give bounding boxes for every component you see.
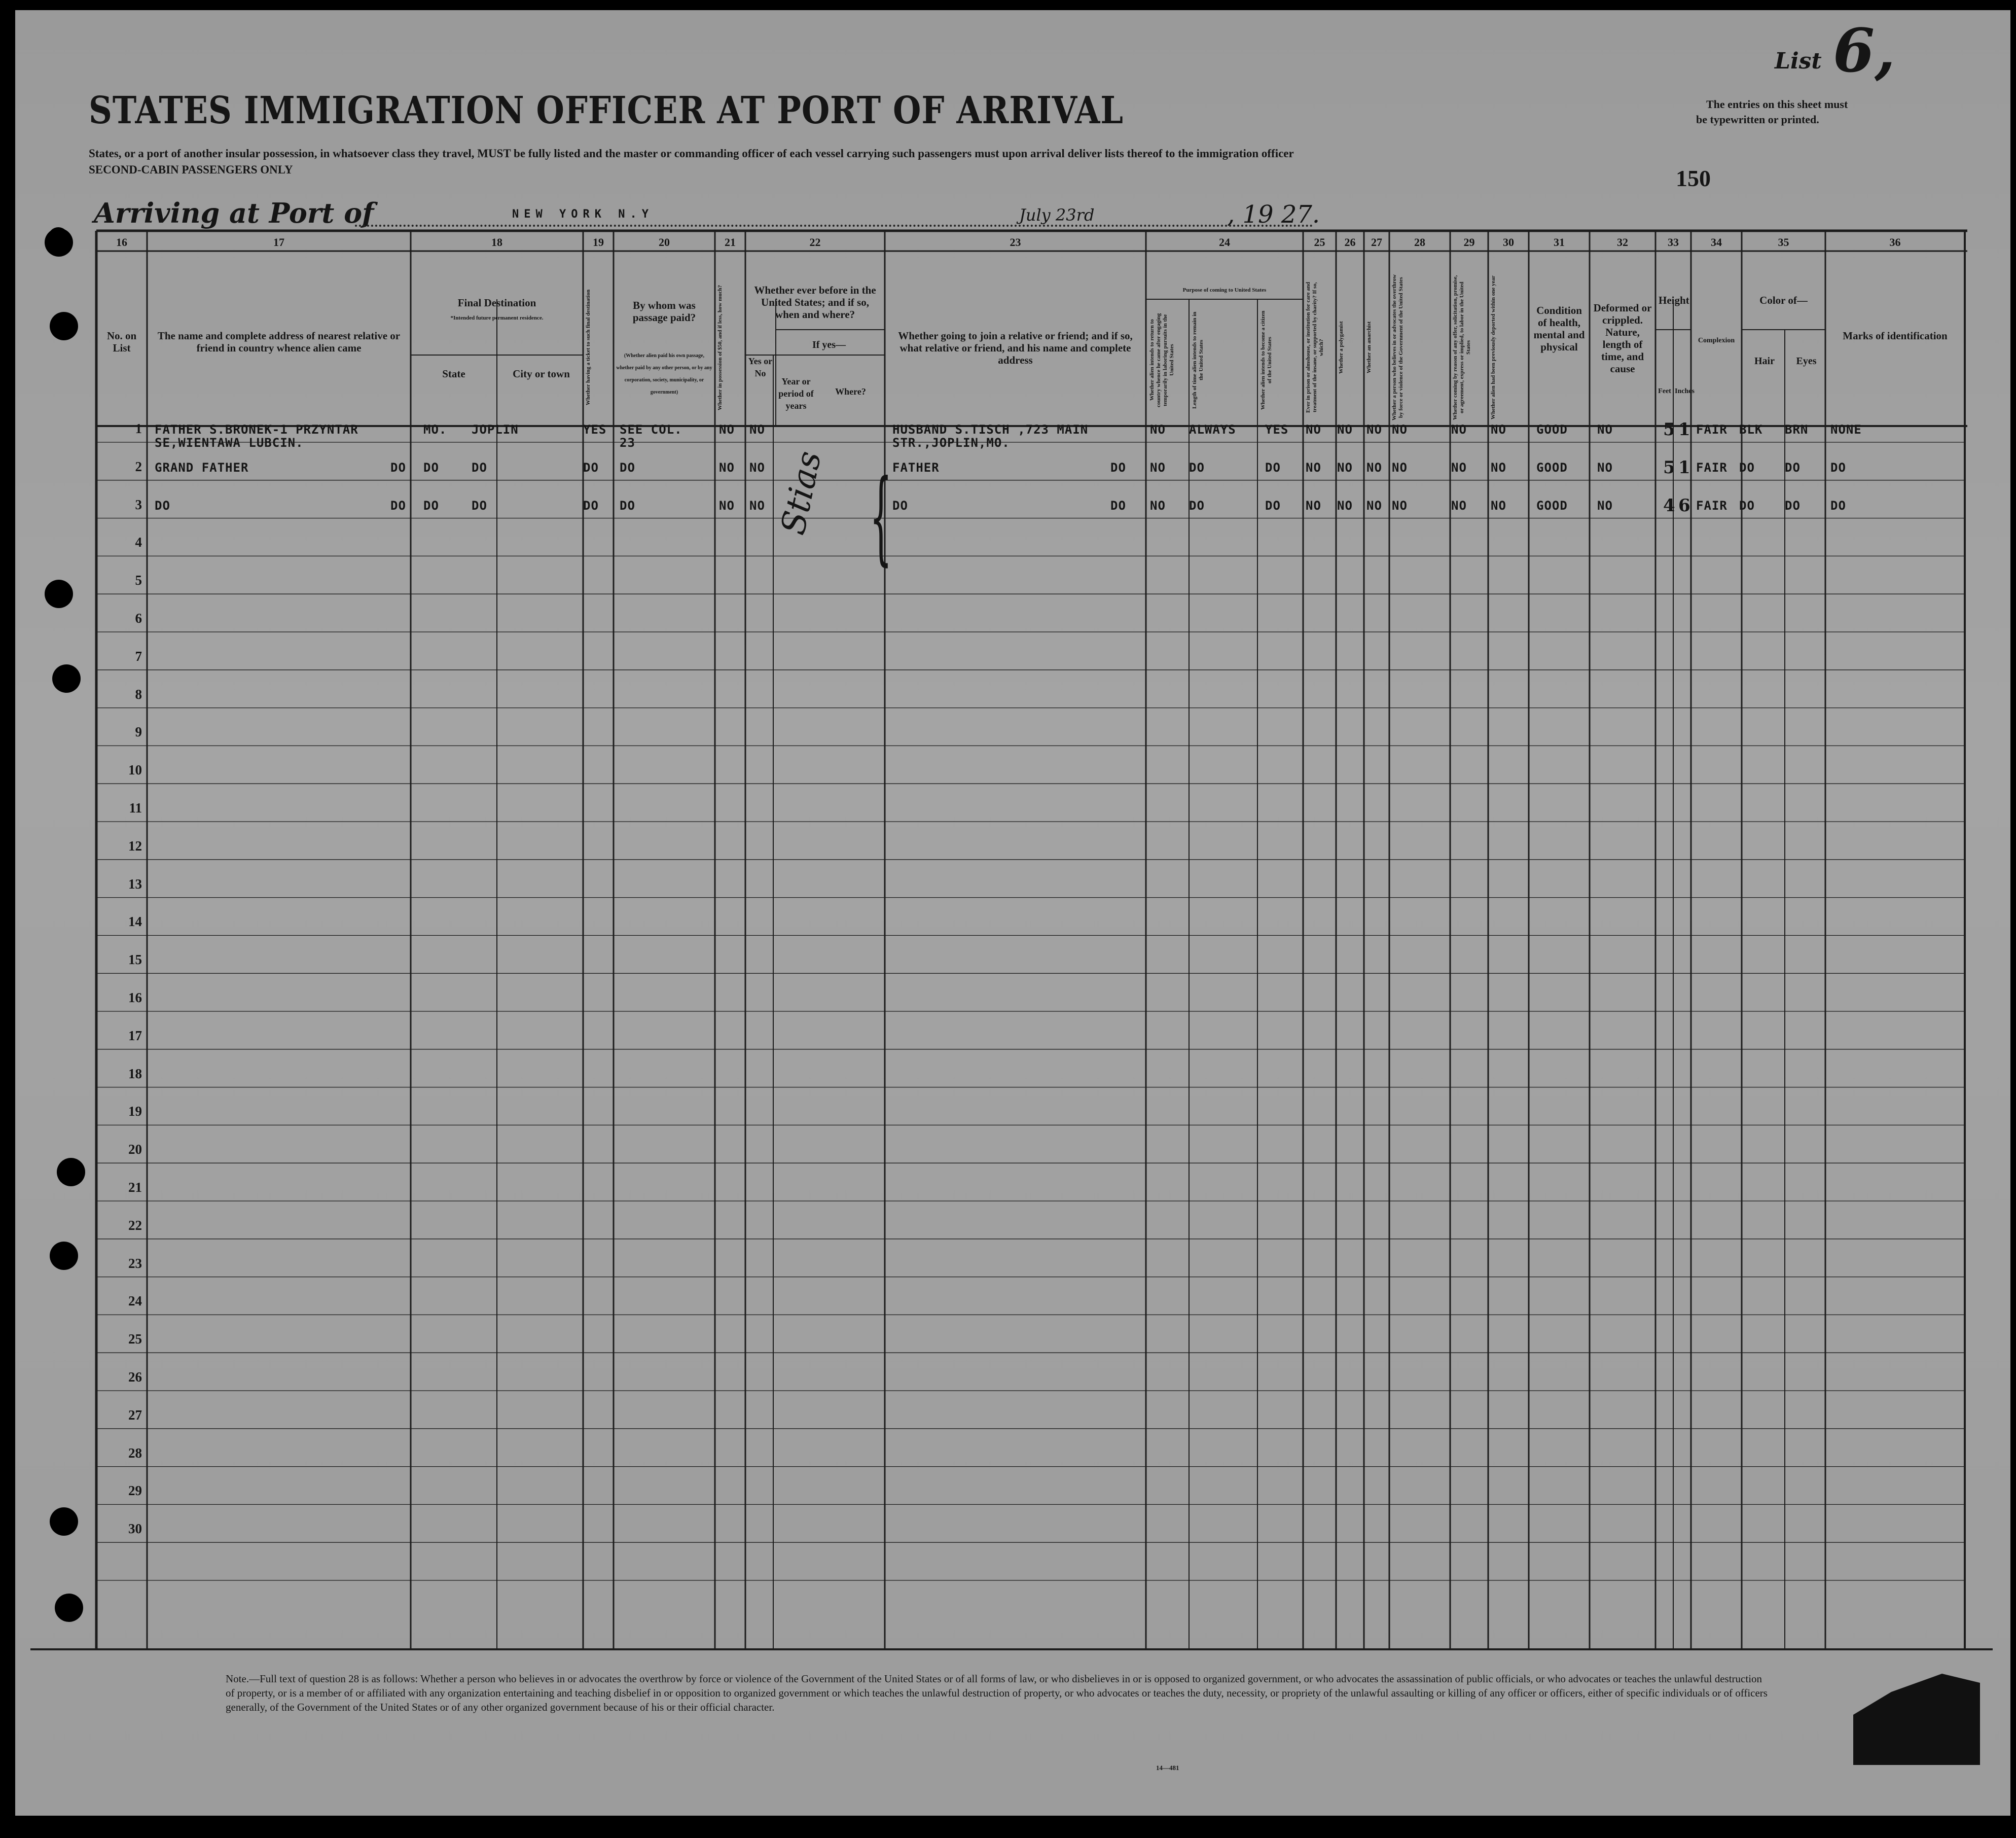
column-number: 23 xyxy=(1010,236,1021,249)
row-number: 30 xyxy=(128,1521,142,1537)
row-number: 16 xyxy=(128,990,142,1005)
column-header: Final Destination xyxy=(457,297,536,309)
row-number: 10 xyxy=(128,762,142,778)
cell-relative: DO xyxy=(155,498,170,513)
cell-hair: BLK xyxy=(1739,422,1763,437)
row-number: 12 xyxy=(128,838,142,854)
column-header: The name and complete address of nearest relative or friend in country whence alien came xyxy=(157,330,401,354)
cell-deported: NO xyxy=(1491,460,1506,475)
cell-health: GOOD xyxy=(1536,460,1568,475)
row-number: 27 xyxy=(128,1407,142,1423)
column-header: Whether in possession of $50, and if less, how much? xyxy=(717,285,723,410)
column-number: 32 xyxy=(1617,236,1628,249)
cell-money: NO xyxy=(719,498,735,513)
column-header: Whether ever before in the United States; and if so, when and where? xyxy=(754,284,876,321)
column-number: 29 xyxy=(1463,236,1475,249)
cell-paid-by: SEE COL. xyxy=(620,422,682,437)
cell-overthrow: NO xyxy=(1392,498,1408,513)
column-number: 26 xyxy=(1344,236,1356,249)
cell-before: NO xyxy=(749,460,765,475)
binder-hole xyxy=(50,1242,78,1270)
column-number: 27 xyxy=(1371,236,1382,249)
column-number: 19 xyxy=(593,236,604,249)
cell-relative-line2: SE,WIENTAWA LUBCIN. xyxy=(155,436,304,450)
column-number: 18 xyxy=(491,236,502,249)
row-number: 1 xyxy=(135,421,142,436)
cell-overthrow: NO xyxy=(1392,422,1408,437)
column-number: 24 xyxy=(1219,236,1230,249)
cell-length: DO xyxy=(1189,460,1205,475)
cell-paid-by: DO xyxy=(620,498,635,513)
cell-feet: 5 xyxy=(1663,419,1676,440)
cell-eyes: DO xyxy=(1785,460,1801,475)
cell-join: DO xyxy=(892,498,908,513)
handwritten-mark: Stias xyxy=(773,447,829,539)
cell-ticket: DO xyxy=(583,498,599,513)
cell-deported: NO xyxy=(1491,422,1506,437)
column-header: Whether a person who believes in or advocates the overthrow by force or violence of the Government of the United States xyxy=(1391,274,1404,421)
column-subheader: Inches xyxy=(1675,387,1695,395)
cell-relative: GRAND FATHER xyxy=(155,460,249,475)
cell-paid-by: DO xyxy=(620,460,635,475)
cell-complexion: FAIR xyxy=(1696,422,1727,437)
column-number: 20 xyxy=(659,236,670,249)
column-header: Whether alien had been previously deported within one year xyxy=(1490,275,1496,419)
column-subheader: State xyxy=(442,368,465,380)
row-number: 21 xyxy=(128,1180,142,1195)
column-subheader: (Whether alien paid his own passage, whether paid by any other person, or by any corporation, society, municipality, or government) xyxy=(616,353,712,395)
binder-hole xyxy=(48,227,68,248)
cell-deformed: NO xyxy=(1597,498,1613,513)
cell-city: JOPLIN xyxy=(472,422,519,437)
cell-complexion: FAIR xyxy=(1696,460,1727,475)
cell-state: MO. xyxy=(423,422,447,437)
column-number: 34 xyxy=(1711,236,1722,249)
row-number: 18 xyxy=(128,1066,142,1081)
column-subheader: Yes or No xyxy=(748,356,773,378)
cell-offer: NO xyxy=(1451,422,1467,437)
list-number: 6, xyxy=(1833,15,1896,86)
row-number: 3 xyxy=(135,497,142,512)
arrival-year: , 19 27. xyxy=(1227,200,1320,229)
footnote: Note.—Full text of question 28 is as follows: Whether a person who believes in or advocates the overthrow by force or violence of the Government of the United States or of all forms of law, or who disbelieves in or is opposed to organized government, or who advocates the assassination of public officials, or who advocates or teaches the unlawful destruction of property, or is a member of or affiliated with any organization entertaining and teaching disbelief in or opposition to organized government or which teaches the unlawful destruction of property, or who advocates or teaches the duty, necessity, or propriety of the unlawful assaulting or killing of any officer or officers, either of specific individuals or of officers generally, of the Government of the United States or of any other organized government because of his or their official character. xyxy=(226,1673,1768,1713)
column-subheader: Whether alien intends to return to country whence he came after engaging temporarily in laboring pursuits in the United States xyxy=(1149,313,1175,407)
column-subheader: If yes— xyxy=(812,339,846,350)
cell-feet: 4 xyxy=(1663,495,1676,516)
cell-join-do: DO xyxy=(1110,460,1126,475)
cell-state: DO xyxy=(423,460,439,475)
column-header: Whether a polygamist xyxy=(1338,321,1344,374)
row-number: 22 xyxy=(128,1217,142,1233)
cell-length: ALWAYS xyxy=(1189,422,1236,437)
column-header: Whether having a ticket to such final destination xyxy=(585,289,591,406)
row-number: 28 xyxy=(128,1445,142,1461)
sheet-number: 150 xyxy=(1676,165,1711,191)
column-number: 30 xyxy=(1503,236,1514,249)
column-number: 28 xyxy=(1414,236,1425,249)
cell-join-do: DO xyxy=(1110,498,1126,513)
binder-hole xyxy=(45,580,73,608)
cell-city: DO xyxy=(472,498,487,513)
row-number: 4 xyxy=(135,535,142,550)
column-header: Color of— xyxy=(1759,294,1808,306)
column-number: 16 xyxy=(116,236,127,249)
row-number: 20 xyxy=(128,1142,142,1157)
cell-city: DO xyxy=(472,460,487,475)
typewritten-notice-line2: be typewritten or printed. xyxy=(1696,113,1819,126)
row-number: 17 xyxy=(128,1028,142,1043)
column-header: Condition of health, mental and physical xyxy=(1533,304,1585,353)
column-subheader: *Intended future permanent residence. xyxy=(450,315,544,321)
cell-eyes: BRN xyxy=(1785,422,1809,437)
cell-money: NO xyxy=(719,422,735,437)
column-subheader: Length of time alien intends to remain in the United States xyxy=(1192,311,1204,409)
cell-anarchist: NO xyxy=(1366,460,1382,475)
binder-hole xyxy=(55,1594,83,1622)
cell-return: NO xyxy=(1150,498,1166,513)
row-number: 2 xyxy=(135,458,142,474)
column-subheader: Eyes xyxy=(1796,356,1817,367)
cell-citizen: DO xyxy=(1265,460,1281,475)
header-subtitle: SECOND-CABIN PASSENGERS ONLY xyxy=(89,163,293,176)
cell-inches: 6 xyxy=(1678,495,1691,516)
arriving-label: Arriving at Port of xyxy=(94,197,374,229)
binder-hole xyxy=(50,312,78,340)
cell-polygamist: NO xyxy=(1337,422,1353,437)
column-number: 36 xyxy=(1889,236,1901,249)
row-number: 15 xyxy=(128,952,142,968)
cell-return: NO xyxy=(1150,460,1166,475)
cell-deformed: NO xyxy=(1597,422,1613,437)
column-number: 17 xyxy=(273,236,284,249)
cell-polygamist: NO xyxy=(1337,460,1353,475)
row-number: 24 xyxy=(128,1293,142,1309)
cell-deported: NO xyxy=(1491,498,1506,513)
row-number: 29 xyxy=(128,1483,142,1499)
cell-before: NO xyxy=(749,422,765,437)
cell-return: NO xyxy=(1150,422,1166,437)
row-number: 25 xyxy=(128,1331,142,1347)
cell-eyes: DO xyxy=(1785,498,1801,513)
cell-inches: 1 xyxy=(1678,457,1691,478)
arriving-dots xyxy=(355,225,1313,227)
cell-overthrow: NO xyxy=(1392,460,1408,475)
binder-hole xyxy=(57,1158,85,1186)
cell-ticket: DO xyxy=(583,460,599,475)
cell-anarchist: NO xyxy=(1366,422,1382,437)
cell-relative-do: DO xyxy=(390,460,406,475)
cell-offer: NO xyxy=(1451,460,1467,475)
column-subheader: Where? xyxy=(835,386,866,397)
cell-paid-by-line2: 23 xyxy=(620,436,635,450)
cell-health: GOOD xyxy=(1536,498,1568,513)
cell-offer: NO xyxy=(1451,498,1467,513)
cell-join: FATHER xyxy=(892,460,940,475)
page-title: STATES IMMIGRATION OFFICER AT PORT OF ARRIVAL xyxy=(89,89,1124,132)
column-header: Whether an anarchist xyxy=(1366,321,1372,374)
column-header: By whom was passage paid? xyxy=(632,299,696,324)
header-instruction: States, or a port of another insular possession, in whatsoever class they travel, MUST be fully listed and the master or commanding officer of each vessel carrying such passengers must upon arrival deliver lists thereof to the immigration officer xyxy=(89,147,1294,160)
row-number: 13 xyxy=(128,876,142,892)
cell-anarchist: NO xyxy=(1366,498,1382,513)
cell-citizen: DO xyxy=(1265,498,1281,513)
arrival-date: July 23rd xyxy=(1019,205,1095,225)
port-name: NEW YORK N.Y xyxy=(512,208,654,221)
cell-marks: DO xyxy=(1830,498,1846,513)
column-header: Ever in prison or almshouse, or institution for care and treatment of the insane, or supported by charity? If so, which? xyxy=(1305,281,1324,413)
cell-complexion: FAIR xyxy=(1696,498,1727,513)
column-number: 35 xyxy=(1778,236,1789,249)
cell-inches: 1 xyxy=(1678,419,1691,440)
cell-ticket: YES xyxy=(583,422,607,437)
column-number: 21 xyxy=(725,236,736,249)
column-header: Complexion xyxy=(1698,337,1735,344)
row-number: 8 xyxy=(135,686,142,702)
brace-mark: { xyxy=(870,458,892,576)
row-number: 6 xyxy=(135,611,142,626)
row-number: 7 xyxy=(135,648,142,664)
column-header: Whether coming by reason of any offer, solicitation, promise, or agreement, express or implied, to labor in the United States xyxy=(1452,275,1471,420)
column-subheader: Year or period of years xyxy=(778,376,814,411)
cell-join: HUSBAND S.TISCH ,723 MAIN xyxy=(892,422,1089,437)
binder-hole xyxy=(52,664,81,693)
column-header: Deformed or crippled. Nature, length of time, and cause xyxy=(1593,302,1652,375)
row-number: 11 xyxy=(129,800,142,816)
cell-hair: DO xyxy=(1739,460,1755,475)
cell-hair: DO xyxy=(1739,498,1755,513)
column-subheader: Hair xyxy=(1754,356,1775,367)
cell-state: DO xyxy=(423,498,439,513)
list-label: List xyxy=(1775,48,1822,74)
row-number: 19 xyxy=(128,1104,142,1119)
cell-health: GOOD xyxy=(1536,422,1568,437)
cell-polygamist: NO xyxy=(1337,498,1353,513)
row-number: 9 xyxy=(135,724,142,740)
row-number: 14 xyxy=(128,914,142,930)
column-header: Height xyxy=(1659,294,1689,306)
column-number: 33 xyxy=(1668,236,1679,249)
typewritten-notice-line1: The entries on this sheet must xyxy=(1706,98,1848,111)
cell-money: NO xyxy=(719,460,735,475)
column-subheader: Feet xyxy=(1658,387,1671,395)
cell-relative: FATHER S.BRONEK-1 PRZYNTAR xyxy=(155,422,358,437)
form-number: 14—481 xyxy=(1156,1764,1179,1772)
cell-citizen: YES xyxy=(1265,422,1289,437)
column-header: Whether going to join a relative or friend; and if so, what relative or friend, and his name and complete address xyxy=(898,330,1133,366)
cell-feet: 5 xyxy=(1663,457,1676,478)
column-header: Marks of identification xyxy=(1843,330,1948,342)
row-number: 26 xyxy=(128,1369,142,1385)
cell-length: DO xyxy=(1189,498,1205,513)
row-number: 5 xyxy=(135,573,142,588)
column-subheader: Whether alien intends to become a citizen of the United States xyxy=(1260,310,1273,410)
binder-hole xyxy=(50,1507,78,1536)
cell-relative-do: DO xyxy=(390,498,406,513)
cell-prison: NO xyxy=(1306,460,1321,475)
cell-prison: NO xyxy=(1306,422,1321,437)
cell-join-line2: STR.,JOPLIN,MO. xyxy=(892,436,1010,450)
column-header: Purpose of coming to United States xyxy=(1182,287,1267,293)
column-number: 22 xyxy=(809,236,821,249)
cell-marks: NONE xyxy=(1830,422,1862,437)
row-number: 23 xyxy=(128,1255,142,1271)
cell-marks: DO xyxy=(1830,460,1846,475)
column-subheader: City or town xyxy=(513,368,570,380)
cell-prison: NO xyxy=(1306,498,1321,513)
column-header: No. on List xyxy=(106,330,137,354)
cell-deformed: NO xyxy=(1597,460,1613,475)
column-number: 31 xyxy=(1554,236,1565,249)
column-number: 25 xyxy=(1314,236,1325,249)
cell-before: NO xyxy=(749,498,765,513)
